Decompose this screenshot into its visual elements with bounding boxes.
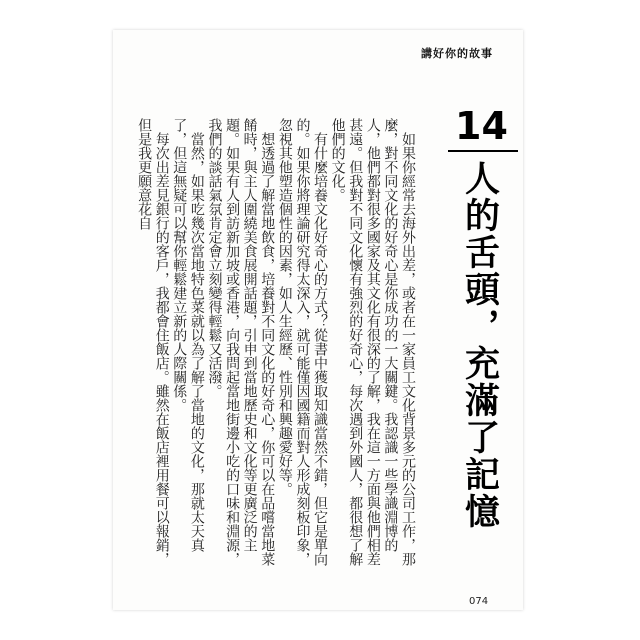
chapter-title: 人的舌頭，充滿了記憶 — [459, 160, 500, 530]
paragraph: 有什麼培養文化好奇心的方式？從書中獲取知識當然不錯，但它是單向的。如果你將理論研究得太深入，就可能僅因國籍而對人形成刻板印象，忽視其他塑造個性的因素，如人生經歷、性別和興趣愛好等。 — [276, 118, 329, 566]
chapter-divider — [448, 150, 518, 152]
chapter-number: 14 — [455, 104, 508, 148]
running-head: 講好你的故事 — [421, 47, 493, 60]
paragraph: 當然，如果吃幾次當地特色菜就以為了解了當地的文化，那就太天真了，但這無疑可以幫你輕鬆建立新的人際關係。 — [171, 118, 205, 552]
paragraph: 想透過了解當地飲食，培養對不同文化的好奇心，你可以在品嚐當地菜餚時，與主人圍繞美食展開話題，引申到當地歷史和文化等更廣泛的主題。如果有人到訪新加坡或香港，向我問起當地街邊小吃的口味和淵源，我們的談話氣氛肯定會立刻變得輕鬆又活潑。 — [206, 118, 276, 566]
page-number: 074 — [469, 596, 489, 607]
body-text — [136, 118, 416, 576]
paragraph: 如果你經常去海外出差，或者在一家員工文化背景多元的公司工作，那麼，對不同文化的好奇心是你成功的一大關鍵。我認識一些學識淵博的人，他們都對很多國家及其文化有很深的了解，我在這一方面與他們相差甚遠。但我對不同文化懷有強烈的好奇心，每次遇到外國人，都很想了解他們的文化。 — [329, 118, 416, 566]
paragraph: 每次出差見銀行的客戶，我都會住飯店。雖然在飯店裡用餐可以報銷，但是我更願意花自 — [136, 118, 170, 566]
